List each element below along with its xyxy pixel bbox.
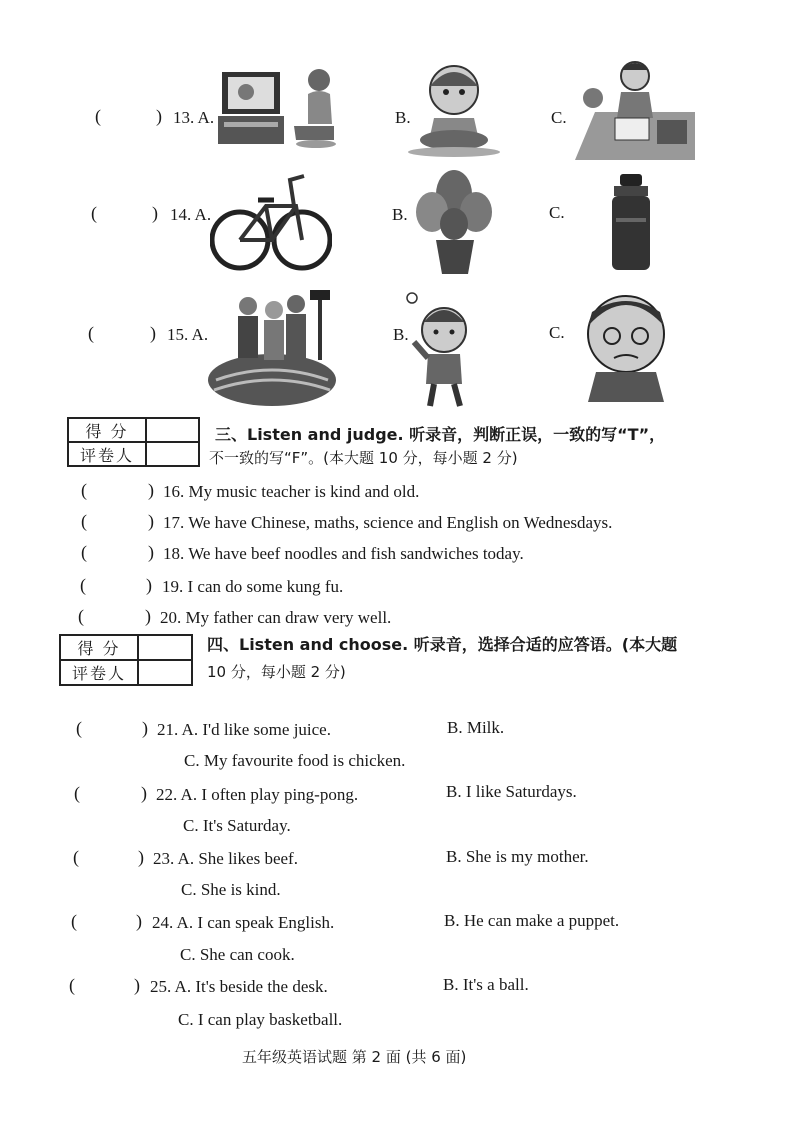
- answer-paren-23-right: ): [138, 847, 144, 867]
- answer-paren-20-right: ): [145, 606, 151, 626]
- section4-title: 四、Listen and choose. 听录音，选择合适的应答语。(本大题: [207, 635, 678, 654]
- reviewer-label: 评卷人: [68, 442, 146, 466]
- q15-label: 15. A.: [167, 325, 209, 344]
- q13-c-label: C.: [551, 108, 567, 127]
- boy-waving-picture: [404, 288, 482, 410]
- q25-option-a: 25. A. It's beside the desk.: [150, 977, 328, 996]
- q23-option-c: C. She is kind.: [181, 880, 281, 899]
- q23-option-a: 23. A. She likes beef.: [153, 849, 298, 868]
- reviewer-label: 评卷人: [60, 660, 138, 685]
- section3-instructions: 不一致的写“F”。(本大题 10 分，每小题 2 分): [209, 449, 518, 467]
- answer-paren-21-left[interactable]: (: [76, 718, 82, 738]
- q14-b-label: B.: [392, 205, 408, 224]
- q15-c-label: C.: [549, 323, 565, 342]
- q14-label: 14. A.: [170, 205, 212, 224]
- q15-b-label: B.: [393, 325, 409, 344]
- q24-option-b: B. He can make a puppet.: [444, 911, 620, 930]
- answer-paren-18-right: ): [148, 542, 154, 562]
- page-footer: 五年级英语试题 第 2 面 (共 6 面): [242, 1048, 467, 1066]
- water-bottle-picture: [610, 174, 654, 272]
- q20-text: 20. My father can draw very well.: [160, 608, 392, 627]
- answer-paren-19-right: ): [146, 575, 152, 595]
- score-label: 得 分: [68, 418, 146, 442]
- q18-text: 18. We have beef noodles and fish sandwiches today.: [163, 544, 524, 563]
- q23-option-b: B. She is my mother.: [446, 847, 589, 866]
- reviewer-field[interactable]: [146, 442, 199, 466]
- answer-paren-25-left[interactable]: (: [69, 975, 75, 995]
- dizzy-boy-picture: [576, 290, 676, 402]
- answer-paren-17-right: ): [148, 511, 154, 531]
- answer-paren-14-left[interactable]: (: [91, 203, 97, 223]
- answer-paren-25-right: ): [134, 975, 140, 995]
- answer-paren-15-left[interactable]: (: [88, 323, 94, 343]
- q19-text: 19. I can do some kung fu.: [162, 577, 344, 596]
- score-box-section4: [59, 634, 193, 686]
- answer-paren-24-right: ): [136, 911, 142, 931]
- answer-paren-20-left[interactable]: (: [78, 606, 84, 626]
- score-label: 得 分: [60, 635, 138, 660]
- girl-washing-clothes-picture: [404, 58, 502, 158]
- q22-option-a: 22. A. I often play ping-pong.: [156, 785, 359, 804]
- answer-paren-18-left[interactable]: (: [81, 542, 87, 562]
- q24-option-c: C. She can cook.: [180, 945, 295, 964]
- answer-paren-13-right: ): [156, 106, 162, 126]
- answer-paren-17-left[interactable]: (: [81, 511, 87, 531]
- answer-paren-22-right: ): [141, 783, 147, 803]
- answer-paren-19-left[interactable]: (: [80, 575, 86, 595]
- score-box-section3: [67, 417, 200, 467]
- q16-text: 16. My music teacher is kind and old.: [163, 482, 420, 501]
- tv-watching-picture: [216, 64, 346, 149]
- answer-paren-13-left[interactable]: (: [95, 106, 101, 126]
- answer-paren-16-right: ): [148, 480, 154, 500]
- q13-b-label: B.: [395, 108, 411, 127]
- section4-instructions: 10 分，每小题 2 分): [207, 663, 346, 681]
- q22-option-b: B. I like Saturdays.: [446, 782, 577, 801]
- answer-paren-22-left[interactable]: (: [74, 783, 80, 803]
- q25-option-b: B. It's a ball.: [443, 975, 529, 994]
- q25-option-c: C. I can play basketball.: [178, 1010, 343, 1029]
- answer-paren-21-right: ): [142, 718, 148, 738]
- q17-text: 17. We have Chinese, maths, science and English on Wednesdays.: [163, 513, 613, 532]
- bicycle-picture: [210, 170, 332, 278]
- q24-option-a: 24. A. I can speak English.: [152, 913, 335, 932]
- score-field[interactable]: [146, 418, 199, 442]
- q21-option-a: 21. A. I'd like some juice.: [157, 720, 331, 739]
- answer-paren-16-left[interactable]: (: [81, 480, 87, 500]
- boy-doing-homework-picture: [575, 56, 695, 160]
- section3-title: 三、Listen and judge. 听录音，判断正误，一致的写“T”，: [215, 425, 666, 444]
- helping-elderly-picture: [206, 290, 338, 408]
- q21-option-c: C. My favourite food is chicken.: [184, 751, 406, 770]
- q22-option-c: C. It's Saturday.: [183, 816, 291, 835]
- potted-plant-picture: [414, 168, 496, 276]
- answer-paren-15-right: ): [150, 323, 156, 343]
- q13-label: 13. A.: [173, 108, 215, 127]
- answer-paren-24-left[interactable]: (: [71, 911, 77, 931]
- score-field[interactable]: [138, 635, 192, 660]
- q14-c-label: C.: [549, 203, 565, 222]
- q21-option-b: B. Milk.: [447, 718, 505, 737]
- answer-paren-23-left[interactable]: (: [73, 847, 79, 867]
- reviewer-field[interactable]: [138, 660, 192, 685]
- answer-paren-14-right: ): [152, 203, 158, 223]
